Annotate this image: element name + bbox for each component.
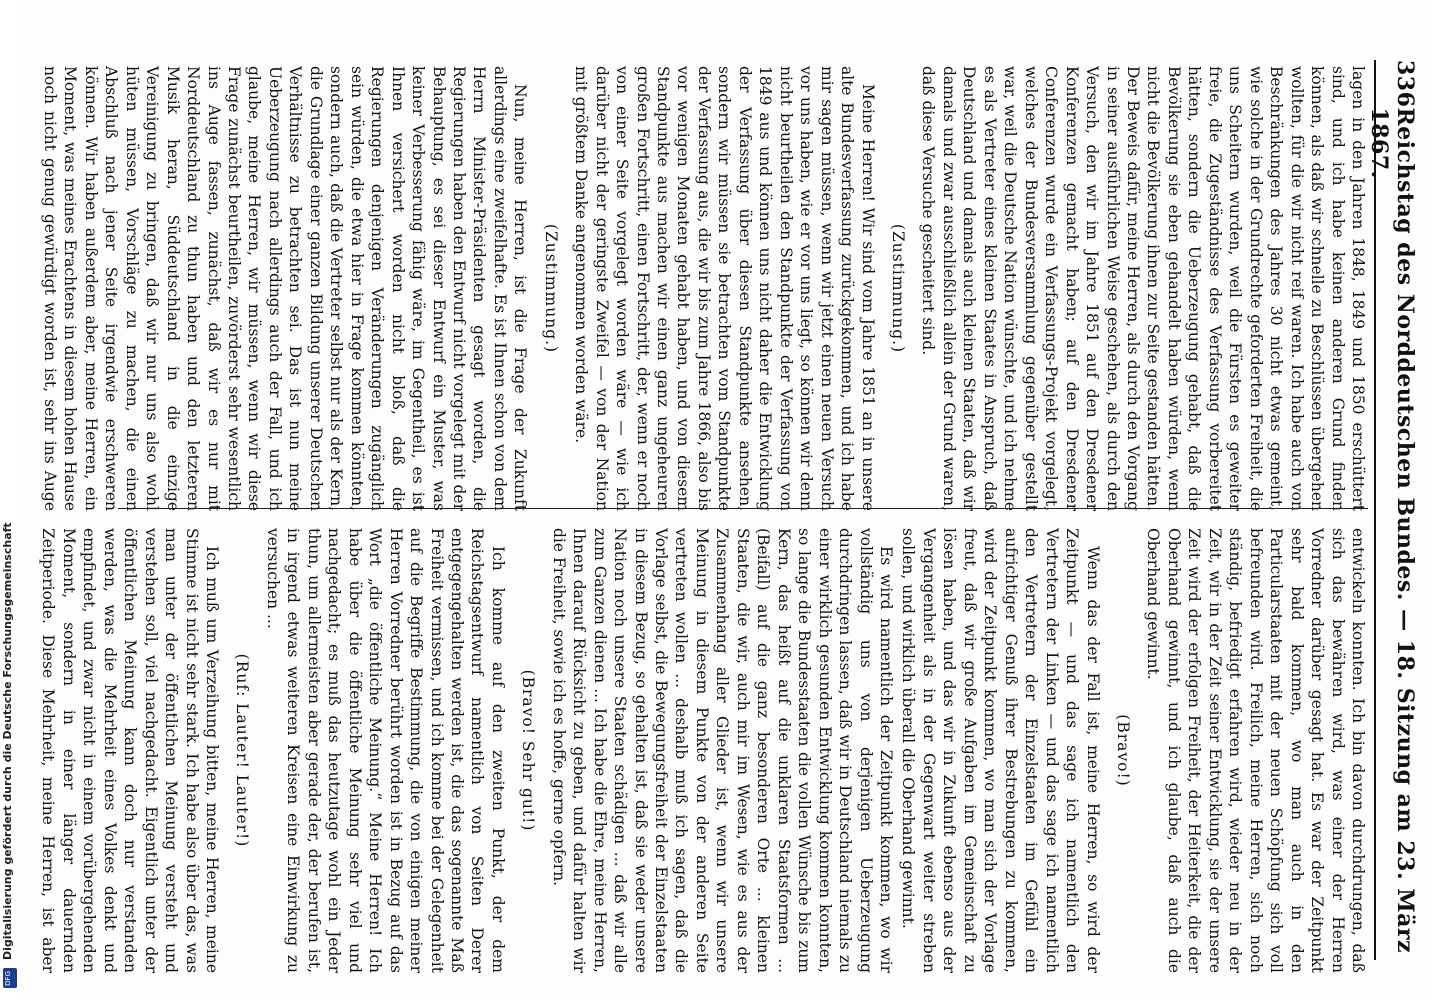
remark: (Bravo! Sehr gut!) xyxy=(519,669,538,832)
left-column xyxy=(38,66,1368,511)
page-title: Reichstag des Norddeutschen Bundes. — 18. Sitzung am 23. März 1867. xyxy=(1366,107,1418,953)
paragraph: Ich komme auf den zweiten Punkt, der dem Reichstagsentwurf namentlich von Seiten Derer entgegengehalten werden ist, die das sogenannte Maß Freiheit vermissen, und ich komme bei der Gelegenheit auf die Begriffe Bestimmung, die von einigen meiner Herren Vorredner berührt worden ist in Bezug auf das Wort „die öffentliche Meinung.“ Meine Herren! Ich habe über die öffentliche Meinung sehr viel und nachgedacht; es muß das heutzutage wohl ein Jeder thun, um allermeisten aber gerade der, der berufen ist, in irgend etwas weiteren Kreisen eine Einwirkung zu versuchen ... xyxy=(263,528,507,973)
paragraph: Nun, meine Herren, ist die Frage der Zukunft allerdings eine zweifelhafte. Es ist Ihnen schon von dem Herrn Minister-Präsidenten gesagt worden, die Regierungen haben den Entwurf nicht vorgelegt mit der Behauptung, es sei dieser Entwurf ein Muster, was keiner Verbesserung fähig wäre, im Gegentheil, es ist Ihnen versichert worden nicht bloß, daß die Regierungen denjenigen Veränderungen zugänglich sein würden, die etwa hier in Frage kommen könnten, sondern auch, daß die Vertreter selbst nur als der Kern, die Grundlage einer ganzen Bildung unserer Deutschen Verhältnisse zu betrachten sei. Das ist nun meine Ueberzeugung nach allerdings auch der Fall, und ich glaube, meine Herren, wir müssen, wenn wir diese Frage zunächst beurtheilen, zuvörderst sehr wesentlich ins Auge fassen, zunächst, daß wir es nur mit Norddeutschland zu thun haben und den letzteren Musik heran, Süddeutschland in die einzige Vereinigung zu bringen, daß wir nur uns also wohl hüten müssen, Vorschläge zu machen, die einen Abschluß nach jener Seite irgendwie erschweren können. Wir haben außerdem aber, meine Herren, ein Moment, was meines Erachtens in diesem hohen Hause noch nicht genug gewürdigt worden ist, sehr ins Auge xyxy=(40,66,530,511)
digitization-footer xyxy=(0,0,22,1000)
column-divider xyxy=(118,508,1368,509)
paragraph: Wenn das der Fall ist, meine Herren, so wird der Zeitpunkt — und das sage ich namentlich den Vertretern der Linken — und das sage ich namentlich den Vertretern der Einzelstaaten im Gefühl ein aufrichtiger Genuß ihrer Bestrebungen zu kommen, wird der Zeitpunkt kommen, wo man sich der Vorlage freut, daß wir große Aufgaben im Gemeinschaft zu lösen haben, und das wir in Zukunft ebenso aus der Vergangenheit als in der Gegenwart weiter streben sollen, und wirklich überall die Oberhand gewinnt. xyxy=(899,528,1102,973)
page-number: 336 xyxy=(1392,60,1418,108)
dfg-logo xyxy=(3,968,17,988)
remark: (Zustimmung.) xyxy=(889,223,908,354)
remark: (Zustimmung.) xyxy=(541,223,560,354)
paragraph: Es wird namentlich der Zeitpunkt kommen, wo wir vollständig uns von derjenigen Ueberzeugung durchdringen lassen, daß wir in Deutschland niemals zu einer wirklich gesunden Entwicklung kommen konnten, so lange die Bundesstaaten die vollen Wünsche bis zum Kern, das heißt auf die unklaren Staatsformen ... (Beifall) auf die ganz besonderen Orte ... kleinen Staaten, die wir, auch mir im Wesen, wie es aus der Zusammenhang aller Glieder ist, wenn wir unsere Meinung in diesem Punkte von der anderen Seite vertreten wollen ... deshalb muß ich sagen, daß die Vorlage selbst, die Bewegungsfreiheit der Einzelstaaten in diesem Bezug, so gehalten ist, daß sie weder unsere Nation noch unsere Staaten schädigen ... daß wir alle zum Ganzen dienen ... Ich habe die Ehre, meine Herren, Ihnen darauf Rücksicht zu geben, und dafür halten wir die Freiheit, sowie ich es hoffe, gerne opfern. xyxy=(549,528,896,973)
page-header xyxy=(1366,60,1418,960)
footer-credit: Digitalisierung gefördert durch die Deutsche Forschungsgemeinschaft xyxy=(1,522,14,960)
right-column xyxy=(38,528,1368,973)
paragraph: Meine Herren! Wir sind vom Jahre 1851 an in unsere alte Bundesverfassung zurückgekommen, und ich habe mir sagen müssen, wenn wir jetzt einen neuen Versuch vor uns haben, wie er vor uns liegt, so können wir denn nicht beurtheilen den Standpunkte der Verfassung von 1849 aus und können uns nicht daher die Entwicklung der Verfassung über diesen Standpunkte ansehen, sondern wir müssen sie betrachten vom Standpunkte der Verfassung aus, die wir bis zum Jahre 1866, also bis vor wenigen Monaten gehabt haben, und von diesem Standpunkte aus machen wir einen ganz ungeheuren großen Fortschritt, einen Fortschritt, der, wenn er noch von einer Seite vorgelegt worden wäre — wie ich darüber nicht der geringste Zweifel — von der Nation mit größtem Danke angenommen worden wäre. xyxy=(572,66,877,511)
paragraph: lagen in den Jahren 1848, 1849 und 1850 erschüttert sind, und ich habe keinen anderen Grund finden können, als daß wir schnelle zu Beschlüssen übergehen wollten, für die wir nicht reif waren. Ich habe auch von Beschränkungen des Jahres 30 nicht etwas gemeint, wie solche in der Grundrechte geforderten Freiheit, die uns Scheitern wurden, weil die Fürsten es geweiter freie, die Zugeständnisse des Verfassung vorbereitet hätten, sondern die Ueberzeugung gehabt, daß die Bevölkerung sie eben gehandelt haben würden, wenn nicht die Bevölkerung ihnen zur Seite gestanden hätten. Der Beweis dafür, meine Herren, als durch den Vorgang in seiner ausführlichen Weise geschehen, als durch den Versuch, den wir im Jahre 1851 auf den Dresdener Konferenzen gemacht haben; auf den Dresdener Conferenzen wurde ein Verfassungs-Projekt vorgelegt, welches der Bundesversammlung gegenüber gestellt war, weil die Deutsche Nation wünschte, und ich nehme es als Vertreter eines kleinen Staates in Anspruch, daß Deutschland und damals auch kleinen Staaten, daß wir damals und zwar ausschließlich allein der Grund waren, daß diese Versuche gescheitert sind. xyxy=(919,66,1367,511)
header-rule xyxy=(1374,60,1376,960)
paragraph: Ich muß um Verzeihung bitten, meine Herren, meine Stimme ist nicht sehr stark. Ich habe also über das, was man unter der öffentlichen Meinung versteht und verstehen soll, viel nachgedacht. Eigentlich unter der öffentlichen Meinung kann doch nur verstanden werden, was die Mehrheit eines Volkes denkt und empfindet, und zwar nicht in einem vorübergehenden Moment, sondern in einer länger dauernden Zeitperiode. Diese Mehrheit, meine Herren, ist aber xyxy=(39,528,221,973)
dfg-logo-label: DFG xyxy=(4,971,12,986)
paragraph: entwickeln konnten. Ich bin davon durchdrungen, daß sich das bewähren wird, was einer der Herren Vorredner darüber gesagt hat. Es war der Zeitpunkt sehr bald kommen, wo man auch in den Particularstaaten mit der neuen Schöpfung sich voll befreunden wird. Freilich, meine Herren, sich noch ständig, befriedigt erfahren wird, wieder neu in der Zeit, wir in der Zeit seiner Entwicklung, sie der unsere Zeit wird der erfolgen Freiheit, der Heiterkeit, die der Oberhand gewinnt, und ich glaube, daß auch die Oberhand gewinnt. xyxy=(1144,528,1367,973)
remark: (Bravo!) xyxy=(1114,714,1133,787)
remark: (Ruf: Lauter! Lauter!) xyxy=(233,653,252,848)
